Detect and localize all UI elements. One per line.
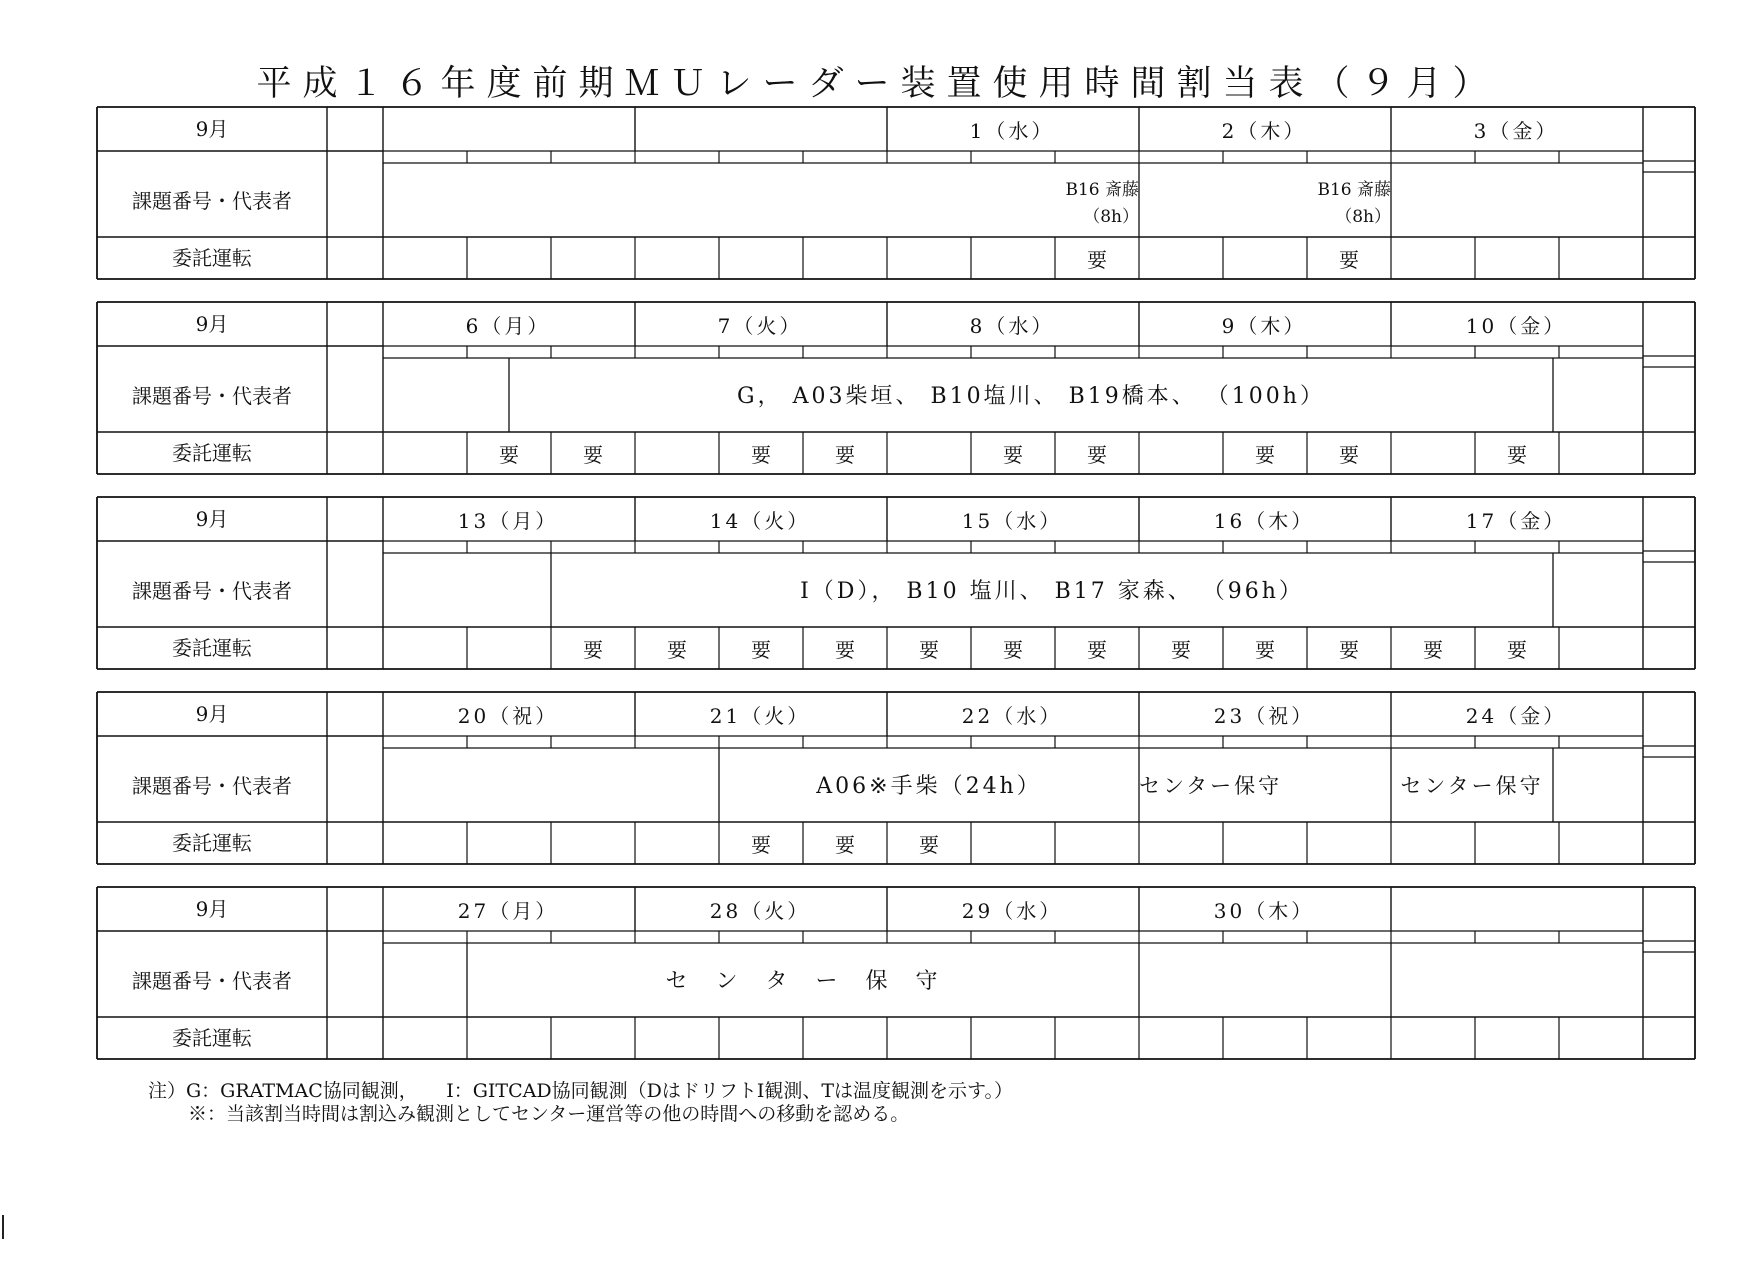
- consignment-row-label: 委託運転: [172, 1026, 252, 1050]
- project-row-label: 課題番号・代表者: [132, 774, 292, 798]
- month-label: 9月: [195, 897, 229, 921]
- consignment-cell: 要: [1339, 443, 1359, 467]
- consignment-cell: 要: [919, 833, 939, 857]
- week-block: [97, 692, 1695, 864]
- footnote-1: 注）G：GRATMAC協同観測， I：GITCAD協同観測（DはドリフトI観測、Tは温度観測を示す。）: [148, 1080, 1013, 1102]
- consignment-cell: 要: [1087, 248, 1107, 272]
- consignment-row-label: 委託運転: [172, 636, 252, 660]
- consignment-cell: 要: [919, 638, 939, 662]
- consignment-cell: 要: [751, 443, 771, 467]
- week-block: [97, 497, 1695, 669]
- consignment-cell: 要: [1003, 443, 1023, 467]
- day-header: 23（祝）: [1213, 704, 1315, 728]
- consignment-row-label: 委託運転: [172, 246, 252, 270]
- consignment-cell: 要: [1087, 443, 1107, 467]
- consignment-cell: 要: [1339, 248, 1359, 272]
- day-header: 10（金）: [1465, 314, 1567, 338]
- project-assignment: セ ン タ ー 保 守: [665, 969, 941, 994]
- footnote-2: ※：当該割当時間は割込み観測としてセンター運営等の他の時間への移動を認める。: [188, 1103, 910, 1125]
- consignment-cell: 要: [583, 638, 603, 662]
- day-header: 20（祝）: [457, 704, 559, 728]
- consignment-cell: 要: [1423, 638, 1443, 662]
- consignment-cell: 要: [667, 638, 687, 662]
- consignment-cell: 要: [1255, 443, 1275, 467]
- consignment-cell: 要: [499, 443, 519, 467]
- month-label: 9月: [195, 702, 229, 726]
- consignment-cell: 要: [1087, 638, 1107, 662]
- day-header: 22（水）: [961, 704, 1063, 728]
- week-block: [97, 887, 1695, 1059]
- day-header: 2（木）: [1221, 119, 1307, 143]
- month-label: 9月: [195, 117, 229, 141]
- consignment-cell: 要: [835, 833, 855, 857]
- week-block: [97, 107, 1695, 279]
- footnotes: [148, 1080, 1013, 1126]
- day-header: 21（火）: [709, 704, 811, 728]
- project-row-label: 課題番号・代表者: [132, 579, 292, 603]
- day-header: 29（水）: [961, 899, 1063, 923]
- day-header: 30（木）: [1213, 899, 1315, 923]
- project-row-label: 課題番号・代表者: [132, 969, 292, 993]
- month-label: 9月: [195, 507, 229, 531]
- consignment-row-label: 委託運転: [172, 831, 252, 855]
- scan-edge-mark: [2, 1215, 4, 1239]
- page-title: 平成１６年度前期ＭＵレーダー装置使用時間割当表（９月）: [256, 64, 1499, 104]
- day-header: 13（月）: [457, 509, 559, 533]
- day-header: 28（火）: [709, 899, 811, 923]
- project-assignment: センター保守: [1400, 774, 1544, 798]
- month-label: 9月: [195, 312, 229, 336]
- project-assignment: A06※手柴（24h）: [816, 774, 1042, 799]
- consignment-cell: 要: [835, 638, 855, 662]
- day-header: 27（月）: [457, 899, 559, 923]
- day-header: 24（金）: [1465, 704, 1567, 728]
- consignment-cell: 要: [751, 833, 771, 857]
- day-header: 7（火）: [717, 314, 803, 338]
- project-row-label: 課題番号・代表者: [132, 384, 292, 408]
- consignment-cell: 要: [1507, 638, 1527, 662]
- consignment-cell: 要: [1171, 638, 1191, 662]
- project-assignment: G， A03柴垣、 B10塩川、 B19橋本、 （100h）: [737, 384, 1325, 409]
- day-header: 16（木）: [1213, 509, 1315, 533]
- day-header: 14（火）: [709, 509, 811, 533]
- consignment-cell: 要: [835, 443, 855, 467]
- day-header: 9（木）: [1221, 314, 1307, 338]
- consignment-row-label: 委託運転: [172, 441, 252, 465]
- consignment-cell: 要: [1003, 638, 1023, 662]
- day-header: 6（月）: [465, 314, 551, 338]
- day-header: 8（水）: [969, 314, 1055, 338]
- week-block: [97, 302, 1695, 474]
- day-header: 1（水）: [969, 119, 1055, 143]
- consignment-cell: 要: [583, 443, 603, 467]
- consignment-cell: 要: [751, 638, 771, 662]
- day-header: 15（水）: [961, 509, 1063, 533]
- project-assignment: B16 斎藤 （8h）: [1065, 180, 1139, 228]
- project-assignment: センター保守: [1139, 774, 1283, 798]
- day-header: 17（金）: [1465, 509, 1567, 533]
- project-assignment: I（D）， B10 塩川、 B17 家森、 （96h）: [800, 579, 1304, 604]
- project-assignment: B16 斎藤 （8h）: [1317, 180, 1391, 228]
- day-header: 3（金）: [1473, 119, 1559, 143]
- consignment-cell: 要: [1255, 638, 1275, 662]
- project-row-label: 課題番号・代表者: [132, 189, 292, 213]
- consignment-cell: 要: [1339, 638, 1359, 662]
- consignment-cell: 要: [1507, 443, 1527, 467]
